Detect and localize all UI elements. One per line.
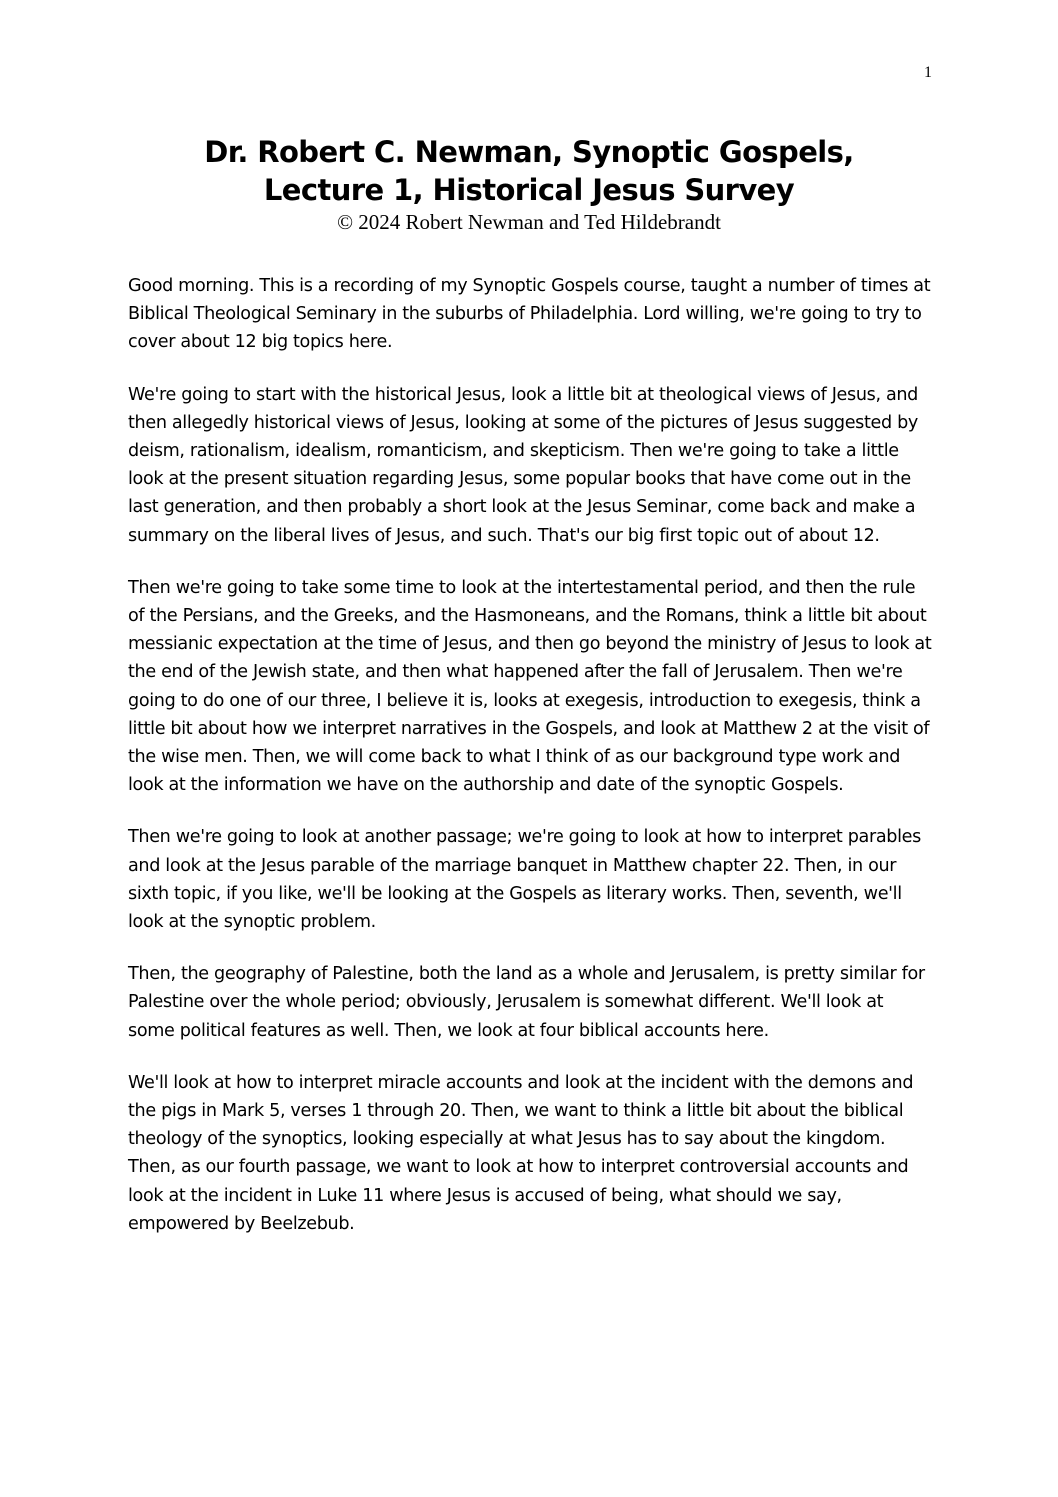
copyright-notice: © 2024 Robert Newman and Ted Hildebrandt — [337, 210, 721, 234]
title-line-1: Dr. Robert C. Newman, Synoptic Gospels, — [204, 135, 854, 169]
body-text — [128, 272, 933, 1262]
paragraph-5: Then, the geography of Palestine, both the land as a whole and Jerusalem, is pretty similar for Palestine over the whole period; obviously, Jerusalem is somewhat different. We'll look at some political features as well. Then, we look at four biblical accounts here. — [128, 964, 925, 1041]
paragraph-2: We're going to start with the historical Jesus, look a little bit at theological views of Jesus, and then allegedly historical views of Jesus, looking at some of the pictures of Jesus suggested by deism, rationalism, idealism, romanticism, and skepticism. Then we're going to take a little look at the present situation regarding Jesus, some popular books that have come out in the last generation, and then probably a short look at the Jesus Seminar, come back and make a summary on the liberal lives of Jesus, and such. That's our big first topic out of about 12. — [128, 384, 918, 546]
document-header — [0, 133, 1058, 235]
paragraph-3: Then we're going to take some time to look at the intertestamental period, and then the rule of the Persians, and the Greeks, and the Hasmoneans, and the Romans, think a little bit about messianic expectation at the time of Jesus, and then go beyond the ministry of Jesus to look at the end of the Jewish state, and then what happened after the fall of Jerusalem. Then we're going to do one of our three, I believe it is, looks at exegesis, introduction to exegesis, think a little bit about how we interpret narratives in the Gospels, and look at Matthew 2 at the visit of the wise men. Then, we will come back to what I think of as our background type work and look at the information we have on the authorship and date of the synoptic Gospels. — [128, 577, 932, 796]
title-line-2: Lecture 1, Historical Jesus Survey — [263, 173, 795, 207]
paragraph-1: Good morning. This is a recording of my Synoptic Gospels course, taught a number of times at Biblical Theological Seminary in the suburbs of Philadelphia. Lord willing, we're going to try to cover about 12 big topics here. — [128, 276, 931, 353]
paragraph-6: We'll look at how to interpret miracle accounts and look at the incident with the demons and the pigs in Mark 5, verses 1 through 20. Then, we want to think a little bit about the biblical theology of the synoptics, looking especially at what Jesus has to say about the kingdom. Then, as our fourth passage, we want to look at how to interpret controversial accounts and look at the incident in Luke 11 where Jesus is accused of being, what should we say, empowered by Beelzebub. — [128, 1072, 914, 1234]
paragraph-4: Then we're going to look at another passage; we're going to look at how to interpret parables and look at the Jesus parable of the marriage banquet in Matthew chapter 22. Then, in our sixth topic, if you like, we'll be looking at the Gospels as literary works. Then, seventh, we'll look at the synoptic problem. — [128, 827, 921, 933]
page-number: 1 — [924, 64, 932, 81]
